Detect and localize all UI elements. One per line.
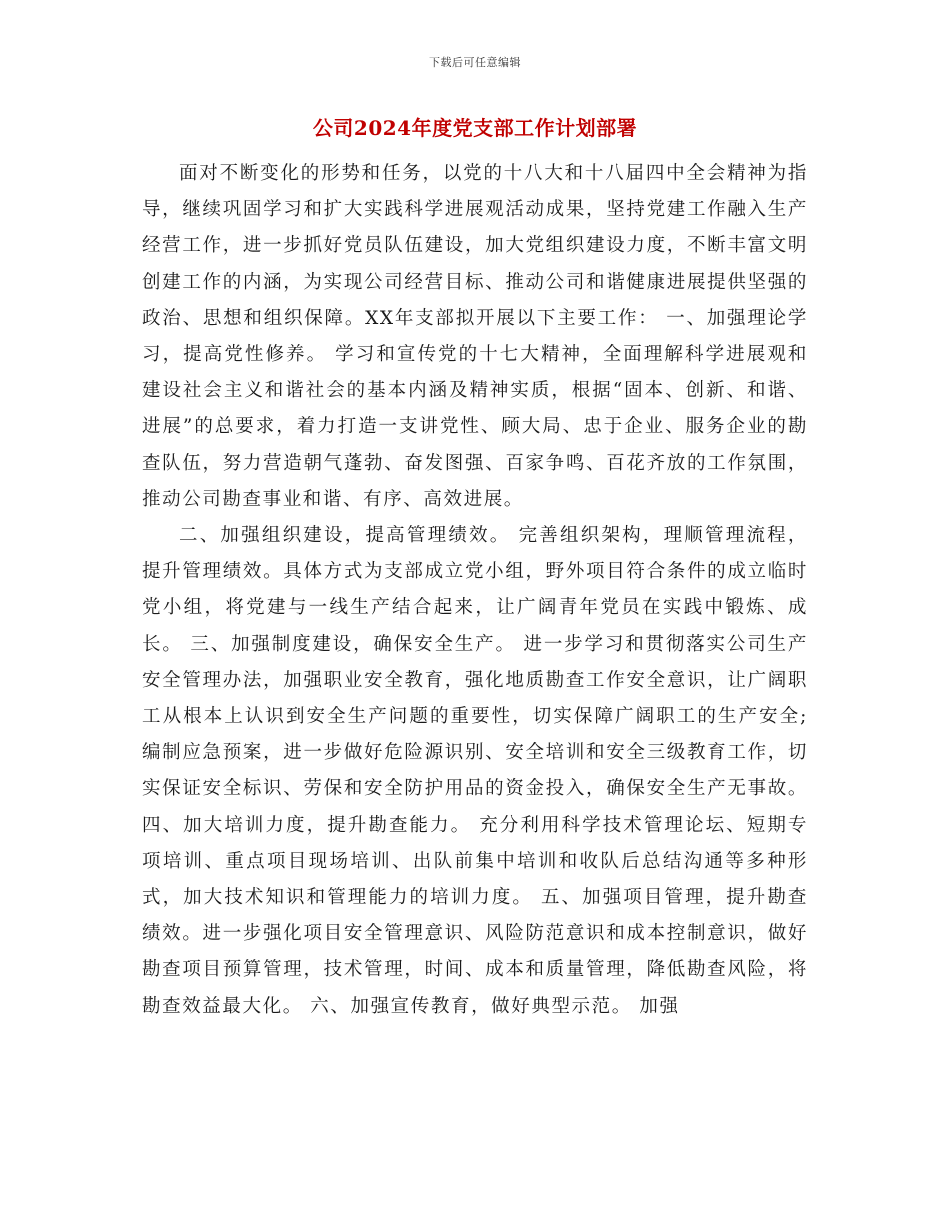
paragraph-2: 二、加强组织建设，提高管理绩效。 完善组织架构，理顺管理流程，提升管理绩效。具体方式为支部成立党小组，野外项目符合条件的成立临时党小组，将党建与一线生产结合起来，让广阔青年党员在实践中锻炼、成长。 三、加强制度建设，确保安全生产。 进一步学习和贯彻落实公司生产安全管理办法，加强职业安全教育，强化地质勘查工作安全意识，让广阔职工从根本上认识到安全生产问题的重要性，切实保障广阔职工的生产安全;编制应急预案，进一步做好危险源识别、安全培训和安全三级教育工作，切实保证安全标识、劳保和安全防护用品的资金投入，确保安全生产无事故。 四、加大培训力度，提升勘查能力。 充分利用科学技术管理论坛、短期专项培训、重点项目现场培训、出队前集中培训和收队后总结沟通等多种形式，加大技术知识和管理能力的培训力度。 五、加强项目管理，提升勘查绩效。进一步强化项目安全管理意识、风险防范意识和成本控制意识，做好勘查项目预算管理，技术管理，时间、成本和质量管理，降低勘查风险，将勘查效益最大化。 六、加强宣传教育，做好典型示范。 加强 (142, 525, 808, 1017)
document-title: 公司2024年度党支部工作计划部署 (312, 116, 638, 140)
document-body (142, 156, 808, 1025)
header-note: 下载后可任意编辑 (429, 56, 521, 69)
paragraph-1: 面对不断变化的形势和任务，以党的十八大和十八届四中全会精神为指导，继续巩固学习和扩大实践科学进展观活动成果，坚持党建工作融入生产经营工作，进一步抓好党员队伍建设，加大党组织建设力度，不断丰富文明创建工作的内涵，为实现公司经营目标、推动公司和谐健康进展提供坚强的政治、思想和组织保障。XX年支部拟开展以下主要工作： 一、加强理论学习，提高党性修养。 学习和宣传党的十七大精神，全面理解科学进展观和建设社会主义和谐社会的基本内涵及精神实质，根据“固本、创新、和谐、进展”的总要求，着力打造一支讲党性、顾大局、忠于企业、服务企业的勘查队伍，努力营造朝气蓬勃、奋发图强、百家争鸣、百花齐放的工作氛围，推动公司勘查事业和谐、有序、高效进展。 (142, 163, 808, 510)
